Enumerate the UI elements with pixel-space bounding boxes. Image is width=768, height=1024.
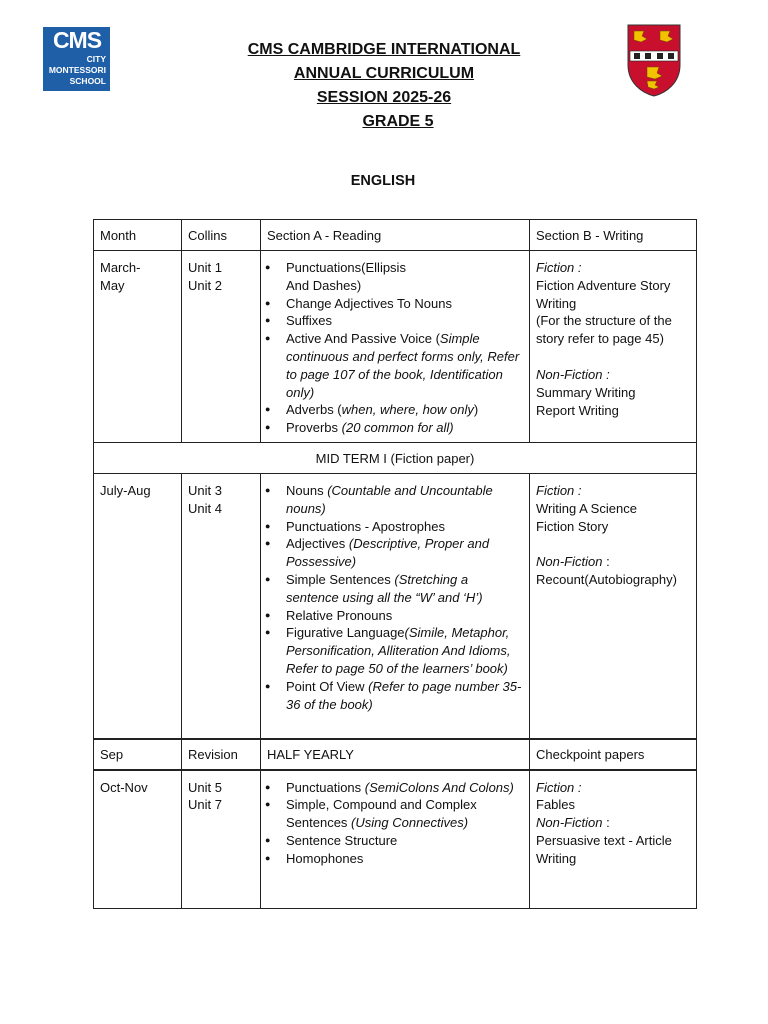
topic-item: ● Nouns (Countable and Uncountable nouns) (267, 482, 523, 518)
writing-cell (530, 770, 697, 909)
grade-title: GRADE 5 (362, 113, 434, 130)
curriculum-table (93, 219, 697, 909)
table-row (94, 474, 697, 739)
document-header (0, 38, 768, 134)
topic-item: ● Adjectives (Descriptive, Proper and Possessive) (267, 535, 523, 571)
unit-text: Unit 4 (188, 500, 222, 516)
logo-short: CMS (52, 27, 102, 53)
units-cell (182, 474, 261, 739)
logo-line: SCHOOL (69, 76, 106, 86)
topic-item: ● Punctuations - Apostrophes (267, 518, 523, 536)
topic-item: ● Sentence Structure (267, 832, 523, 850)
topic-item: ● Active And Passive Voice (Simple continuous and perfect forms only, Refer to page 107 of the book, Identification only) (267, 330, 523, 401)
unit-text: Unit 5 (188, 779, 222, 795)
month-text: March- (100, 260, 141, 275)
table-row-midterm (94, 443, 697, 474)
writing-item: Writing A Science (536, 500, 637, 516)
topic-list (267, 482, 523, 713)
month-cell: July-Aug (94, 474, 182, 739)
topic-item: ● Punctuations (SemiColons And Colons) (267, 779, 523, 797)
writing-cell (530, 251, 697, 443)
topic-item: ● Simple, Compound and Complex Sentences (Using Connectives) (267, 796, 523, 832)
writing-item: story refer to page 45) (536, 331, 664, 347)
units-cell: Revision (182, 739, 261, 770)
colon: : (602, 815, 610, 831)
nonfiction-label: Non-Fiction (536, 815, 603, 831)
reading-cell (261, 251, 530, 443)
topic-list (267, 779, 523, 868)
logo-line: MONTESSORI (48, 65, 106, 75)
table-row (94, 770, 697, 909)
writing-item: Writing (536, 295, 577, 311)
fiction-label: Fiction : (536, 260, 582, 275)
writing-item: Writing (536, 850, 577, 866)
unit-text: Unit 7 (188, 797, 222, 813)
school-name: CMS CAMBRIDGE INTERNATIONAL (247, 41, 521, 58)
writing-item: Fiction Adventure Story (536, 277, 671, 293)
topic-item-continued: And Dashes) (286, 277, 362, 293)
unit-text: Unit 1 (188, 260, 222, 275)
topic-item: ● Point Of View (Refer to page number 35-36 of the book) (267, 678, 523, 714)
topic-item: ● Adverbs (when, where, how only) (267, 401, 523, 419)
topic-item: ● Relative Pronouns (267, 607, 523, 625)
writing-item: Fables (536, 797, 576, 813)
topic-item: ● Proverbs (20 common for all) (267, 419, 523, 437)
fiction-label: Fiction : (536, 483, 582, 498)
writing-item: Persuasive text - Article (536, 832, 672, 848)
month-text: May (100, 277, 125, 293)
topic-item: ● Punctuations(Ellipsis (267, 259, 523, 277)
writing-cell: Checkpoint papers (530, 739, 697, 770)
writing-item: Report Writing (536, 402, 619, 418)
table-header-row (94, 220, 697, 251)
topic-item: ● Figurative Language(Simile, Metaphor, Personification, Alliteration And Idioms, Refer to page 50 of the learners’ book) (267, 624, 523, 677)
month-cell (94, 251, 182, 443)
writing-cell (530, 474, 697, 739)
table-row (94, 251, 697, 443)
topic-item: ● Suffixes (267, 312, 523, 330)
month-cell: Sep (94, 739, 182, 770)
table-row (94, 739, 697, 770)
topic-item: ● Change Adjectives To Nouns (267, 295, 523, 313)
curriculum-title: ANNUAL CURRICULUM (293, 65, 475, 82)
nonfiction-label: Non-Fiction : (536, 366, 610, 382)
nonfiction-label: Non-Fiction (536, 554, 603, 570)
session-title: SESSION 2025-26 (316, 89, 452, 106)
reading-cell: HALF YEARLY (261, 739, 530, 770)
header-month: Month (94, 220, 182, 251)
header-writing: Section B - Writing (530, 220, 697, 251)
units-cell (182, 251, 261, 443)
unit-text: Unit 2 (188, 277, 222, 293)
writing-item: Recount(Autobiography) (536, 572, 677, 588)
writing-item: (For the structure of the (536, 313, 672, 329)
writing-item: Fiction Story (536, 518, 609, 534)
reading-cell (261, 474, 530, 739)
writing-item: Summary Writing (536, 384, 636, 400)
units-cell (182, 770, 261, 909)
logo-line: CITY (86, 54, 106, 64)
subject-title: ENGLISH (350, 173, 416, 189)
header-collins: Collins (182, 220, 261, 251)
colon: : (602, 554, 610, 570)
header-reading: Section A - Reading (261, 220, 530, 251)
unit-text: Unit 3 (188, 483, 222, 498)
month-cell: Oct-Nov (94, 770, 182, 909)
reading-cell (261, 770, 530, 909)
fiction-label: Fiction : (536, 779, 582, 795)
topic-item: ● Homophones (267, 850, 523, 868)
topic-list (267, 259, 523, 437)
midterm-cell: MID TERM I (Fiction paper) (94, 443, 697, 474)
topic-item: ● Simple Sentences (Stretching a sentence using all the “W’ and ‘H’) (267, 571, 523, 607)
